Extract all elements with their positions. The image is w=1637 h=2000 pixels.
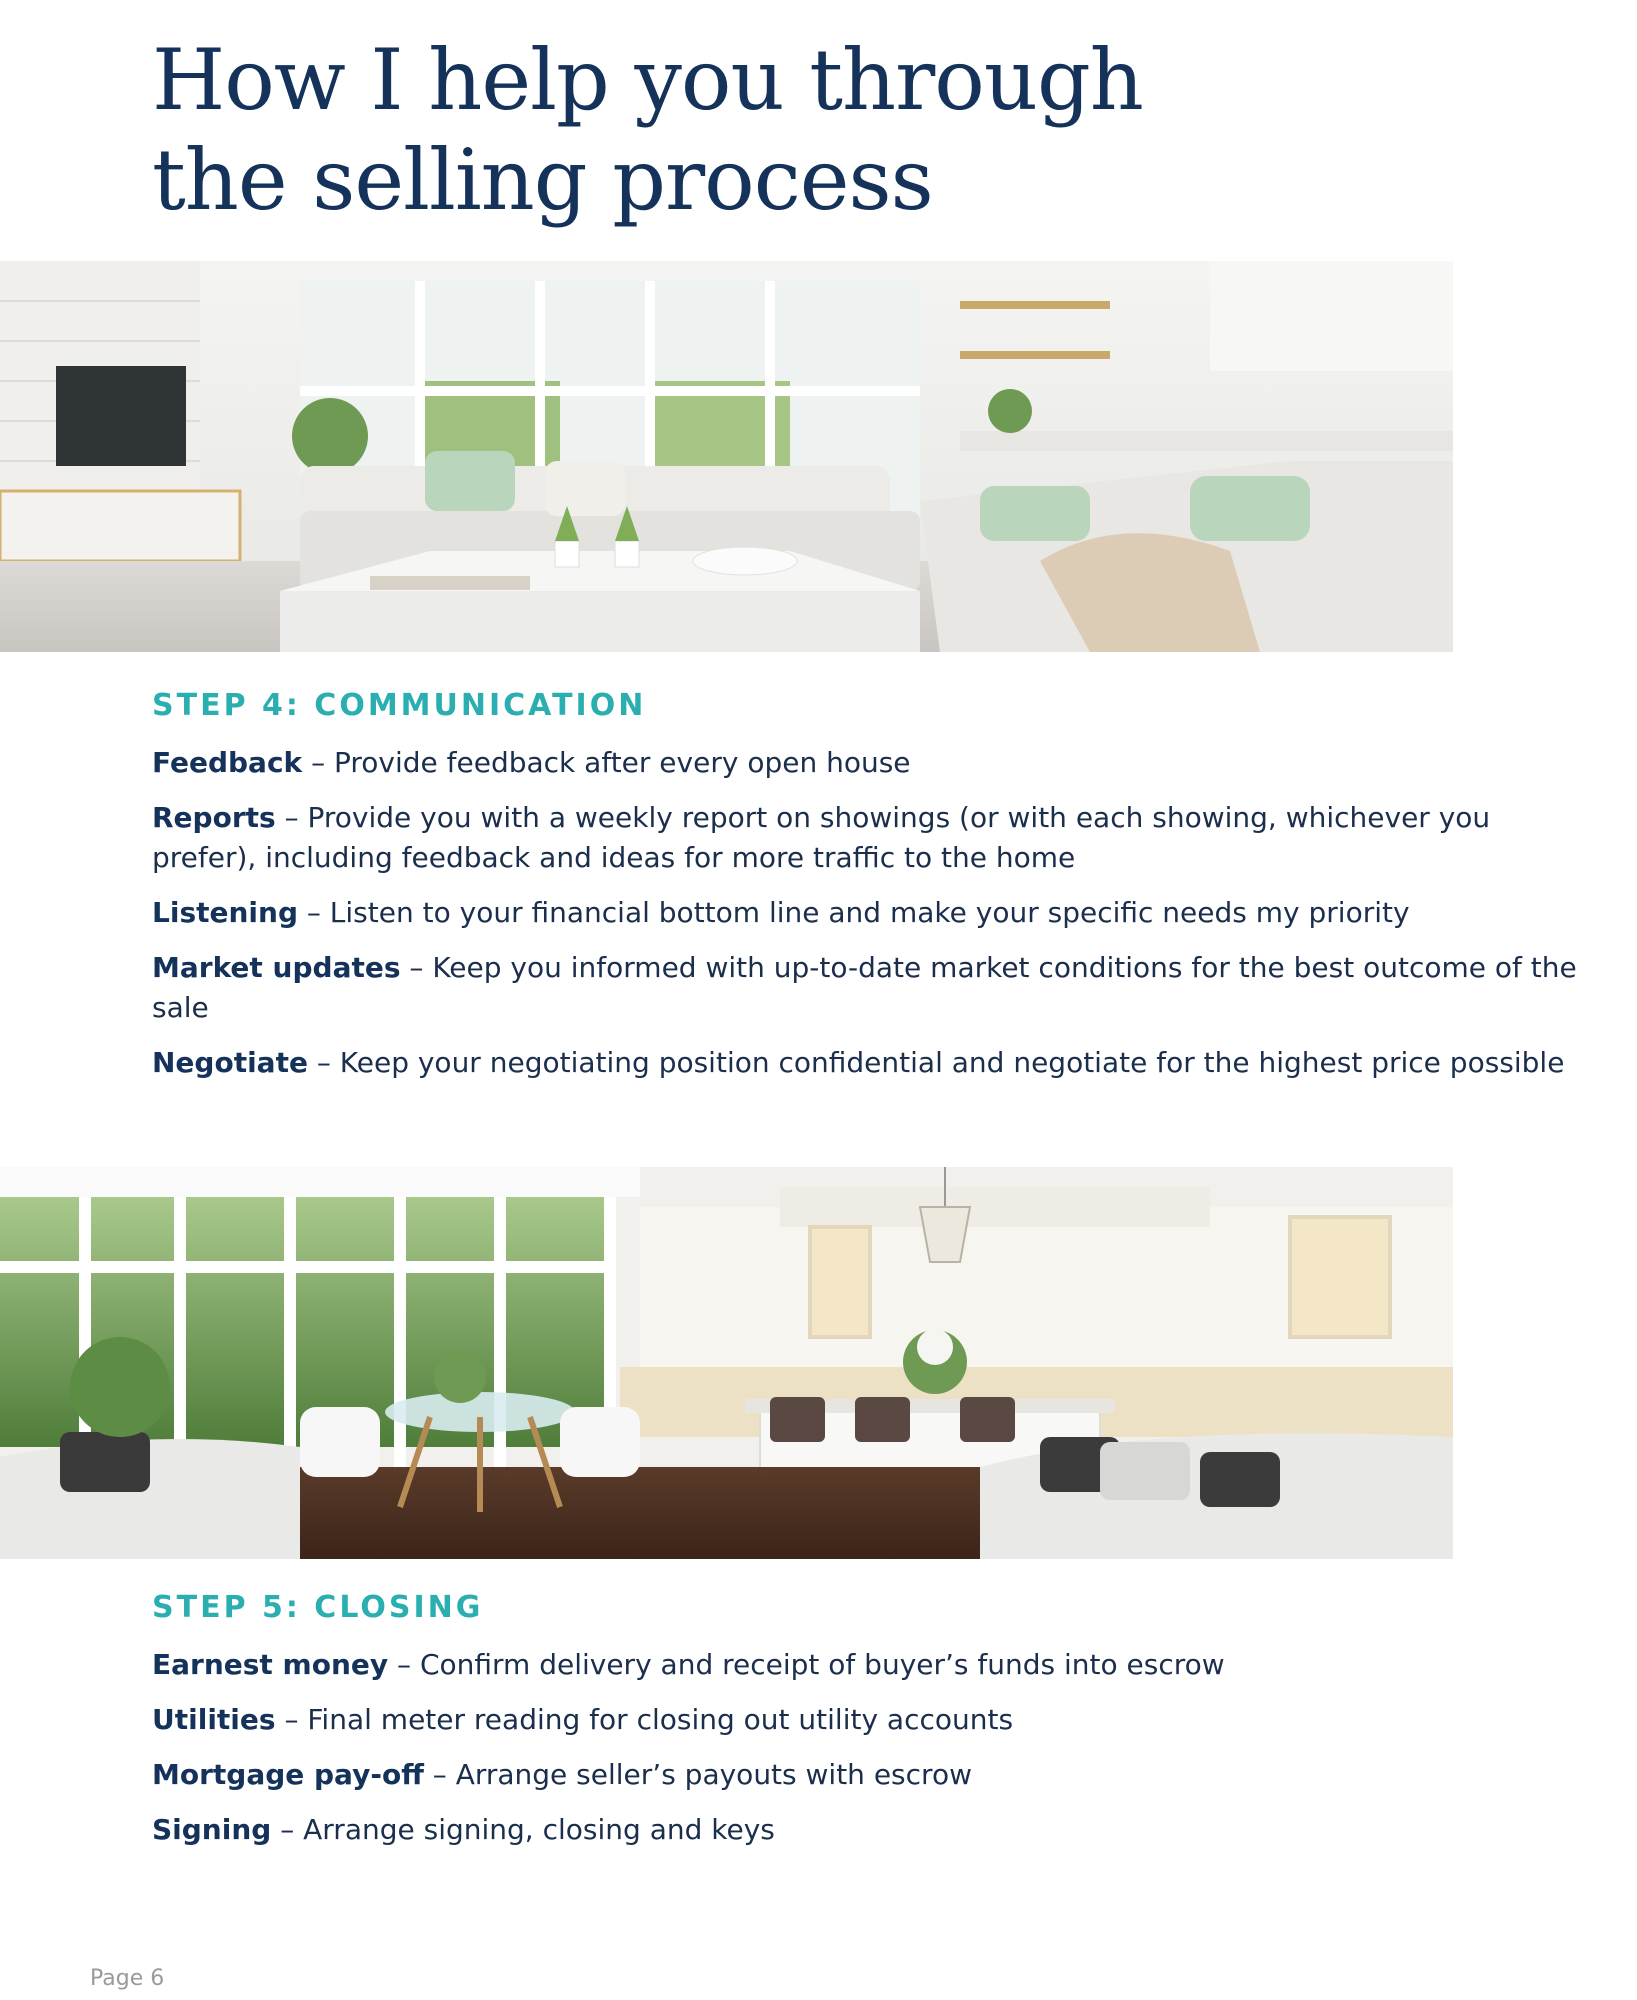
step-4-item-negotiate bbox=[152, 1043, 1592, 1083]
item-text: – Keep you informed with up-to-date market conditions for the best outcome of the sale bbox=[152, 951, 1577, 1024]
title-line-1: How I help you through bbox=[152, 31, 1143, 129]
kitchen-photo bbox=[0, 1167, 1453, 1559]
item-term: Reports bbox=[152, 801, 276, 834]
item-text: – Provide feedback after every open house bbox=[302, 746, 911, 779]
step-4-item-reports bbox=[152, 798, 1592, 878]
step-4-heading: STEP 4: COMMUNICATION bbox=[152, 688, 647, 723]
kitchen-illustration bbox=[0, 1167, 1453, 1559]
item-term: Utilities bbox=[152, 1703, 276, 1736]
step-5-item-mortgage-payoff bbox=[152, 1755, 1592, 1795]
living-room-illustration bbox=[0, 261, 1453, 652]
step-5-heading: STEP 5: CLOSING bbox=[152, 1590, 484, 1625]
item-term: Earnest money bbox=[152, 1648, 389, 1681]
step-4-item-market-updates bbox=[152, 948, 1592, 1028]
page-title bbox=[152, 30, 1143, 230]
item-term: Mortgage pay-off bbox=[152, 1758, 424, 1791]
item-term: Negotiate bbox=[152, 1046, 308, 1079]
item-text: – Provide you with a weekly report on showings (or with each showing, whichever you prefer), including feedback and ideas for more traffic to the home bbox=[152, 801, 1491, 874]
step-5-item-earnest-money bbox=[152, 1645, 1592, 1685]
item-text: – Arrange seller’s payouts with escrow bbox=[423, 1758, 972, 1791]
item-text: – Confirm delivery and receipt of buyer’s funds into escrow bbox=[388, 1648, 1225, 1681]
step-5-item-signing bbox=[152, 1810, 1592, 1850]
item-term: Feedback bbox=[152, 746, 303, 779]
living-room-photo bbox=[0, 261, 1453, 652]
step-4-item-listening bbox=[152, 893, 1592, 933]
item-term: Listening bbox=[152, 896, 298, 929]
item-text: – Listen to your financial bottom line and make your specific needs my priority bbox=[298, 896, 1410, 929]
item-term: Signing bbox=[152, 1813, 272, 1846]
item-text: – Arrange signing, closing and keys bbox=[271, 1813, 775, 1846]
step-5-item-utilities bbox=[152, 1700, 1592, 1740]
item-text: – Keep your negotiating position confidential and negotiate for the highest price possible bbox=[307, 1046, 1565, 1079]
page-number: Page 6 bbox=[90, 1966, 165, 1991]
item-term: Market updates bbox=[152, 951, 401, 984]
step-4-section bbox=[152, 688, 1592, 1098]
step-4-item-feedback bbox=[152, 743, 1592, 783]
step-5-section bbox=[152, 1590, 1592, 1865]
title-line-2: the selling process bbox=[152, 131, 933, 229]
item-text: – Final meter reading for closing out utility accounts bbox=[275, 1703, 1014, 1736]
